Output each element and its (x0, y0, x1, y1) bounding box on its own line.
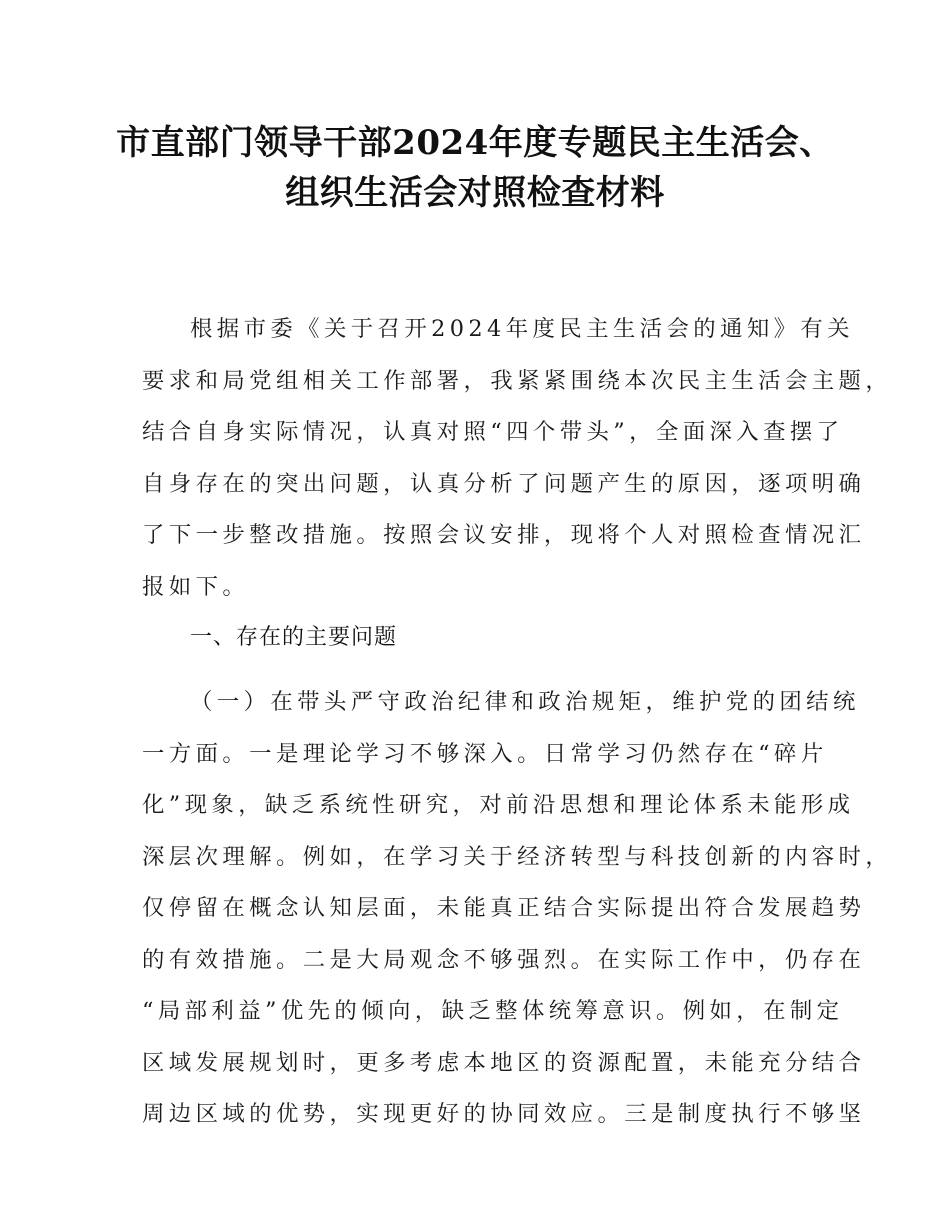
paragraph-line: 了下一步整改措施。按照会议安排，现将个人对照检查情况汇 (142, 522, 866, 548)
document-title (100, 118, 850, 218)
paragraph-line: 区域发展规划时，更多考虑本地区的资源配置，未能充分结合 (142, 1049, 866, 1076)
paragraph-line: 根据市委《关于召开2024年度民主生活会的通知》有关 (190, 316, 854, 342)
paragraph-line: 要求和局党组相关工作部署，我紧紧围绕本次民主生活会主题， (142, 367, 893, 394)
paragraph-line: 仅停留在概念认知层面，未能真正结合实际提出符合发展趋势 (142, 895, 866, 921)
paragraph-line: 一方面。一是理论学习不够深入。日常学习仍然存在“碎片 (142, 740, 828, 767)
title-line-2: 组织生活会对照检查材料 (285, 173, 665, 213)
paragraph-line: 结合自身实际情况，认真对照“四个带头”，全面深入查摆了 (142, 419, 844, 445)
paragraph-line: 化”现象，缺乏系统性研究，对前沿思想和理论体系未能形成 (142, 792, 855, 818)
paragraph-line: “局部利益”优先的倾向，缺乏整体统筹意识。例如，在制定 (142, 998, 844, 1024)
paragraph-line: （一）在带头严守政治纪律和政治规矩，维护党的团结统 (190, 689, 860, 715)
paragraph-line: 深层次理解。例如，在学习关于经济转型与科技创新的内容时， (142, 843, 893, 870)
title-line-1: 市直部门领导干部2024年度专题民主生活会、 (116, 123, 834, 163)
section-paragraph (142, 677, 893, 1141)
paragraph-line: 的有效措施。二是大局观念不够强烈。在实际工作中，仍存在 (142, 946, 866, 973)
paragraph-line: 周边区域的优势，实现更好的协同效应。三是制度执行不够坚 (142, 1101, 866, 1127)
paragraph-line: 自身存在的突出问题，认真分析了问题产生的原因，逐项明确 (142, 470, 866, 497)
paragraph-line: 报如下。 (142, 573, 250, 600)
section-heading: 一、存在的主要问题 (190, 625, 398, 650)
intro-paragraph (142, 304, 893, 613)
